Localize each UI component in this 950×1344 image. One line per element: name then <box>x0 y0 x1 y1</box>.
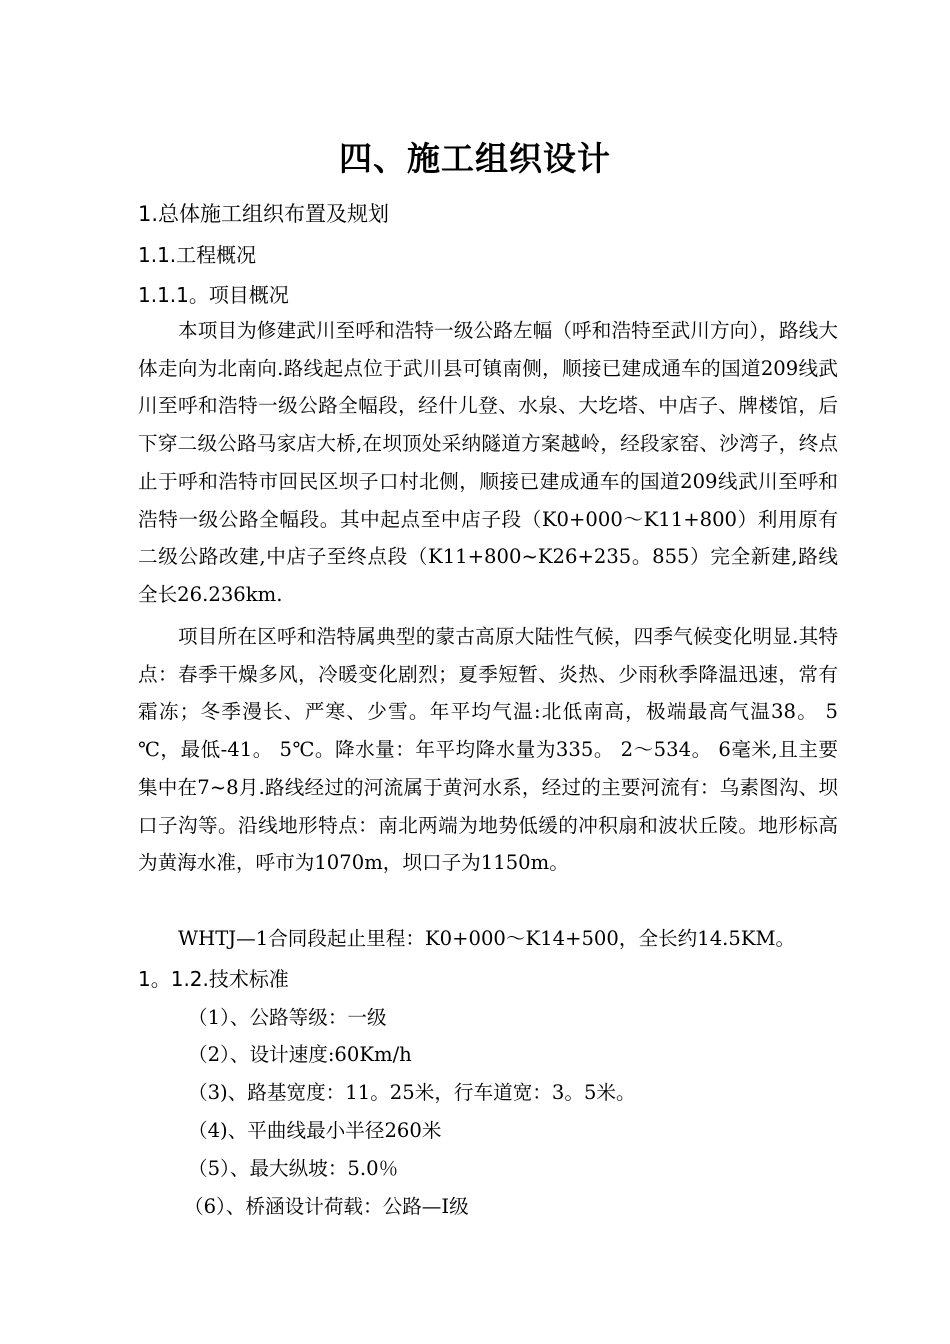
contract-section-paragraph: WHTJ—1合同段起止里程：K0+000～K14+500，全长约14.5KM。 <box>178 927 796 950</box>
project-overview-paragraph: 本项目为修建武川至呼和浩特一级公路左幅（呼和浩特至武川方向），路线大体走向为北南向.路线起点位于武川县可镇南侧，顺接已建成通车的国道209线武川至呼和浩特一级公路全幅段，经什儿登、水泉、大圪塔、中店子、牌楼馆，后下穿二级公路马家店大桥,在坝顶处采纳隧道方案越岭，经段家窑、沙湾子，终点止于呼和浩特市回民区坝子口村北侧，顺接已建成通车的国道209线武川至呼和浩特一级公路全幅段。其中起点至中店子段（K0+000～K11+800）利用原有二级公路改建,中店子至终点段（K11+800~K26+235。855）完全新建,路线全长26.236km. <box>138 319 838 606</box>
standard-item: （5）、最大纵坡：5.0％ <box>188 1157 399 1180</box>
section-heading-1-1-2: 1。1.2.技术标准 <box>138 967 289 991</box>
standard-item: （4)、平曲线最小半径260米 <box>188 1119 442 1142</box>
climate-paragraph: 项目所在区呼和浩特属典型的蒙古高原大陆性气候，四季气候变化明显.其特点：春季干燥多风，冷暖变化剧烈；夏季短暂、炎热、少雨秋季降温迅速，常有霜冻；冬季漫长、严寒、少雪。年平均气温:北低南高，极端最高气温38。 5 ℃，最低-41。 5℃。降水量：年平均降水量为335。 2～534。 6毫米,且主要集中在7~8月.路线经过的河流属于黄河水系，经过的主要河流有：乌素图沟、坝口子沟等。沿线地形特点：南北两端为地势低缓的冲积扇和波状丘陵。地形标高为黄海水准，呼市为1070m，坝口子为1150m。 <box>138 625 838 875</box>
section-heading-1-1: 1.1.工程概况 <box>138 243 257 267</box>
section-heading-1-1-1: 1.1.1。项目概况 <box>138 283 289 307</box>
section-heading-1: 1.总体施工组织布置及规划 <box>138 202 390 226</box>
standard-item: （1）、公路等级：一级 <box>188 1006 387 1029</box>
standard-item: （3)、路基宽度：11。25米，行车道宽：3。5米。 <box>188 1081 636 1104</box>
standard-item: （2）、设计速度:60Km/h <box>188 1043 412 1066</box>
page-title: 四、施工组织设计 <box>339 139 611 178</box>
standard-item: （6）、桥涵设计荷载：公路—I级 <box>184 1195 469 1218</box>
